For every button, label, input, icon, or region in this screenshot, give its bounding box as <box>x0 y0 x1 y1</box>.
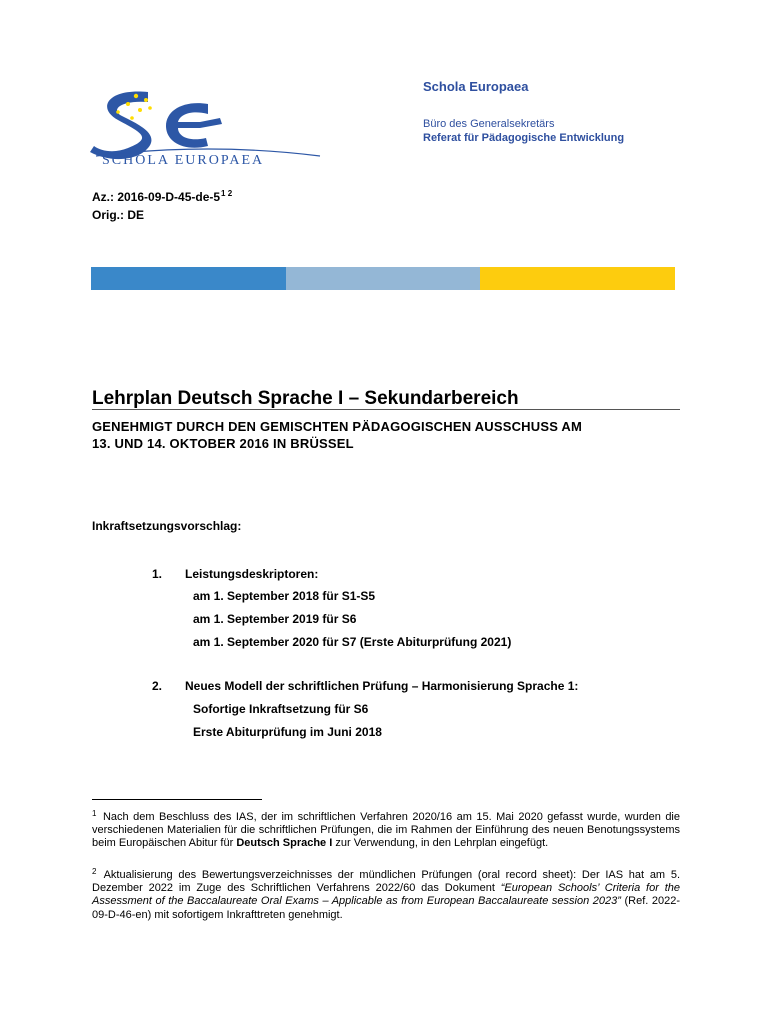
footnote-1-bold: Deutsch Sprache I <box>236 837 333 850</box>
title-underline <box>92 409 680 410</box>
document-title: Lehrplan Deutsch Sprache I – Sekundarbereich <box>92 388 519 409</box>
list-item-line: Sofortige Inkraftsetzung für S6 <box>193 702 369 716</box>
footnote-1-text: Nach dem Beschluss des IAS, der im schriftlichen Verfahren 2020/16 am 15. Mai 2020 gefasst wurde, wurden die verschiedenen Materialien für die schriftlichen Prüfungen, die im Rahmen der Einführung des neuen Benotungssystems beim Europäischen Abitur für <box>92 811 680 850</box>
reference-label: Az.: 2016-09-D-45-de-5 <box>92 190 221 204</box>
approval-statement <box>92 418 682 452</box>
band-segment-yellow <box>480 267 675 290</box>
color-band <box>91 267 675 290</box>
footnote-2-text-end: (Ref. 2022-09-D-46-en) mit sofortigem Inkrafttreten genehmigt. <box>92 895 680 921</box>
list-item-heading: Leistungsdeskriptoren: <box>185 567 319 581</box>
list-item-line: am 1. September 2018 für S1-S5 <box>193 589 376 603</box>
footnote-1-mark: 1 <box>92 809 97 818</box>
footnote-1 <box>92 807 680 851</box>
band-segment-lightblue <box>286 267 481 290</box>
footnote-2-mark: 2 <box>92 867 97 876</box>
proposal-label: Inkraftsetzungsvorschlag: <box>92 519 242 533</box>
list-item-line: Erste Abiturprüfung im Juni 2018 <box>193 725 382 739</box>
list-item-number: 2. <box>152 679 163 693</box>
footnote-2-italic: “European Schools’ Criteria for the Assessment of the Baccalaureate Oral Exams – Applicable as from European Baccalaureate session 2023” <box>92 882 680 908</box>
approval-line-1: GENEHMIGT DURCH DEN GEMISCHTEN PÄDAGOGISCHEN AUSSCHUSS AM <box>92 419 583 434</box>
footnote-separator <box>92 799 262 800</box>
logo-text: SCHOLA EUROPAEA <box>102 153 265 168</box>
office-name: Büro des Generalsekretärs <box>423 118 555 130</box>
reference-number <box>92 189 232 204</box>
footnote-2 <box>92 865 680 922</box>
department-name: Referat für Pädagogische Entwicklung <box>423 132 625 144</box>
original-language: Orig.: DE <box>92 208 145 222</box>
footnote-2-text: Aktualisierung des Bewertungsverzeichnisses der mündlichen Prüfungen (oral record sheet): Der IAS hat am 5. Dezember 2022 im Zuge des Schriftlichen Verfahrens 2022/60 das Dokument <box>92 869 680 895</box>
list-item-heading: Neues Modell der schriftlichen Prüfung – Harmonisierung Sprache 1: <box>185 679 579 693</box>
schola-europaea-logo <box>88 86 328 168</box>
organization-name: Schola Europaea <box>423 79 529 94</box>
reference-footnote-marks[interactable]: 1 2 <box>221 189 233 198</box>
list-item-number: 1. <box>152 567 163 581</box>
list-item-line: am 1. September 2019 für S6 <box>193 612 357 626</box>
approval-line-2: 13. UND 14. OKTOBER 2016 IN BRÜSSEL <box>92 436 354 451</box>
footnote-1-text-end: zur Verwendung, in den Lehrplan eingefügt. <box>332 837 549 850</box>
band-segment-blue <box>91 267 286 290</box>
list-item-line: am 1. September 2020 für S7 (Erste Abiturprüfung 2021) <box>193 635 512 649</box>
